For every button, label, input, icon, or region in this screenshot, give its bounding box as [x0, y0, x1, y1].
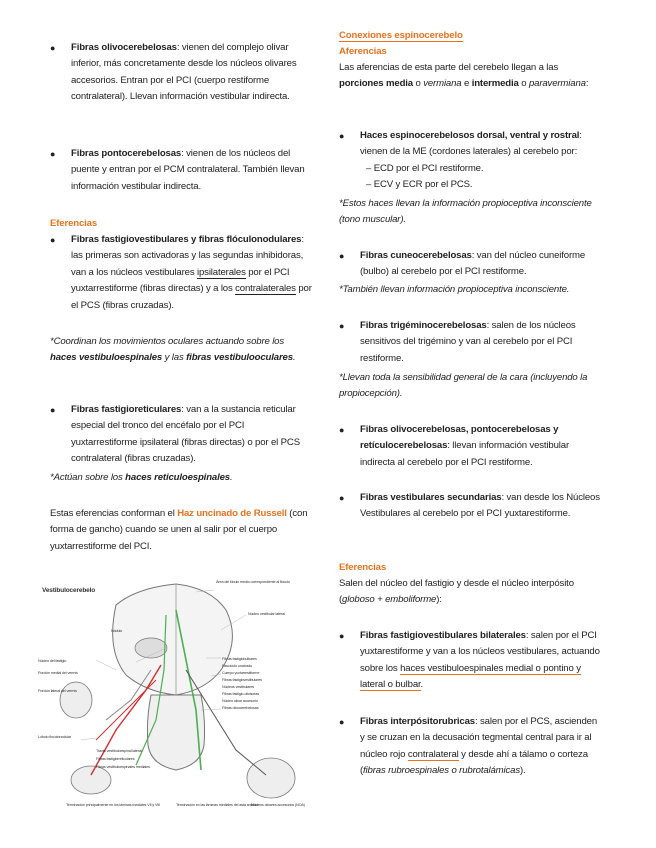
- spinal-section-bottom: [71, 766, 111, 794]
- bullet-icon: ●: [339, 131, 345, 141]
- label-vestibuloespinales-mediales: Fibras vestibuloespinales mediales: [96, 765, 150, 769]
- label-nodulo: Nódulo: [111, 629, 123, 633]
- bullet-icon: ●: [339, 425, 345, 435]
- label-fastigiobulbares: Fibras fastigiobulbares: [222, 657, 257, 661]
- list-item-pontocerebelosas: ● Fibras pontocerebelosas: vienen de los núcleos del puente y entran por el PCM contralateral. También llevan información vestibular indirecta.: [50, 148, 305, 192]
- list-item-olivocerebelosas: ● Fibras olivocerebelosas: vienen del complejo olivar inferior, más concretamente desde los núcleos olivares accesorios. Entran por el PCI (cuerpo restiforme contralateral). Llevan información vestibular indirecta.: [50, 42, 297, 103]
- label-nucleo-fastigio: Núcleo del fastigio: [38, 659, 67, 663]
- sublist-item: – ECV y ECR por el PCS.: [366, 179, 473, 191]
- bullet-icon: ●: [339, 717, 345, 727]
- list-item-fastigiovestibulares: ● Fibras fastigiovestibulares y fibras flóculonodulares: las primeras son activadoras y las segundas inhibidoras, van a los núcleos vestibulares ipsilaterales por el PCI yuxtarrestiforme (fibras directas) y a los contralaterales por el PCS (fibras cruzadas).: [50, 234, 312, 311]
- bullet-icon: ●: [339, 631, 345, 641]
- paragraph-haz-uncinado: Estas eferencias conforman el Haz uncinado de Russell (con forma de gancho) cuando se unen al salir por el cuerpo yuxtarrestiforme del PCI.: [50, 508, 308, 552]
- cerebellum-outline: [113, 584, 233, 695]
- bullet-icon: ●: [339, 321, 345, 331]
- spinal-section-left: [60, 682, 92, 718]
- label-nucleos-vestibulares: Núcleos vestibulares: [222, 685, 255, 689]
- label-fastigiovestibulares: Fibras fastigiovestibulares: [222, 678, 262, 682]
- label-terminacion-laminas: Terminación principalmente en los láminas mediales VII y VIII: [66, 803, 161, 807]
- figure-title: Vestibulocerebelo: [42, 587, 96, 594]
- bullet-icon: ●: [50, 149, 56, 159]
- list-item-fastigioreticulares: ● Fibras fastigioreticulares: van a la sustancia reticular especial del tronco del encéfalo por el PCI yuxtarrestiforme ipsilateral (fibras directas) o por el PCS contralateral (fibras cruzadas).: [50, 404, 300, 465]
- label-vermis-medial: Porción medial del vermis: [38, 671, 78, 675]
- list-item-cuneocerebelosas: ● Fibras cuneocerebelosas: van del núcleo cuneiforme (bulbo) al cerebelo por el PCI restiforme.: [339, 250, 586, 278]
- label-terminacion-asta: Terminación en las láminas mediales del asta anterior: [176, 803, 259, 807]
- list-item-interpositorubricas: ● Fibras interpósitorubricas: salen por el PCS, ascienden y se cruzan en la decusación tegmental central para ir al núcleo rojo contralateral y desde ahí a tálamo o corteza (fibras rubroespinales o rubrotalámicas).: [339, 716, 598, 777]
- label-yuxtarrestiforme: Cuerpo yuxtarrestiforme: [222, 671, 260, 675]
- list-item-trigeminocerebelosas: ● Fibras trigéminocerebelosas: salen de los núcleos sensitivos del trigémino y van al cerebelo por el PCI restiforme.: [339, 320, 576, 364]
- sublist-item: – ECD por el PCI restiforme.: [366, 162, 484, 174]
- note-coordinan: *Coordinan los movimientos oculares actuando sobre los haces vestibuloespinales y las fibras vestibulooculares.: [50, 336, 296, 364]
- list-item-espinocerebelosos: ● Haces espinocerebelosos dorsal, ventral y rostral: vienen de la ME (cordones laterales) al cerebelo por: – ECD por el PCI restiforme. – ECV y ECR por el PCS.: [339, 128, 601, 194]
- bullet-icon: ●: [50, 235, 56, 245]
- spinal-section-right: [247, 758, 295, 798]
- label-noa: Núcleos olivares accesorios (NOA): [251, 803, 305, 807]
- label-tracto-vestibuloespinal: Tracto vestíbuloespinal lateral: [96, 749, 142, 753]
- list-item-vestibulares-secundarias: ● Fibras vestibulares secundarias: van desde los Núcleos Vestibulares al cerebelo por el PCI yuxtarestiforme.: [339, 492, 600, 520]
- label-olivar-accesorio: Núcleo olivar accesorio: [222, 699, 258, 703]
- note-tambien: *También llevan información propioceptiva inconsciente.: [339, 284, 570, 295]
- paragraph-aferencias: Las aferencias de esta parte del cerebelo llegan a las porciones media o vermiana e intermedia o paravermiana:: [339, 62, 589, 90]
- label-area-flocculus: Área del lóbulo medio correspondiente al flóculo: [216, 580, 290, 584]
- bullet-icon: ●: [339, 493, 345, 503]
- label-vermis-lateral: Porción lateral del vermis: [38, 689, 77, 693]
- note-actuan: *Actúan sobre los haces reticuloespinales.: [50, 472, 233, 483]
- label-nucleo-vestibular-lateral: Núcleo vestibular lateral: [248, 612, 285, 616]
- list-item-fastigiovestibulares-bilaterales: ● Fibras fastigiovestibulares bilaterales: salen por el PCI yuxtarestiforme y van a los núcleos vestibulares, actuando sobre los haces vestibuloespinales medial o pontino y lateral o bulbar.: [339, 630, 600, 691]
- section-heading-aferencias: Aferencias: [339, 46, 387, 57]
- label-olivocerebelosas: Fibras olivocerebelosas: [222, 706, 259, 710]
- bullet-icon: ●: [339, 251, 345, 261]
- label-fasciculo-uncinado: Fascículo uncinado: [222, 664, 253, 668]
- paragraph-eferencias: Salen del núcleo del fastigio y desde el núcleo interpósito (globoso + emboliforme):: [339, 578, 574, 606]
- note-sensibilidad: *Llevan toda la sensibilidad general de la cara (incluyendo la propiocepción).: [339, 372, 588, 400]
- list-item-olivo-ponto-reticulo: ● Fibras olivocerebelosas, pontocerebelosas y retículocerebelosas: llevan información vestibular indirecta al cerebelo por el PCI restiforme.: [339, 424, 570, 468]
- bullet-icon: ●: [50, 405, 56, 415]
- label-lobulo-floculonodular: Lóbulo floculonodular: [38, 735, 71, 739]
- label-fastigio-olivaceas: Fibras fastigio-oliváceas: [222, 692, 259, 696]
- sublist: [360, 161, 601, 194]
- vestibulocerebelo-figure: [36, 570, 316, 822]
- note-propioceptiva: *Estos haces llevan la información propioceptiva inconsciente (tono muscular).: [339, 198, 592, 226]
- label-fastigiorreticulares: Fibras fastigiorreticulares: [96, 757, 135, 761]
- section-heading-conexiones: Conexiones espinocerebelo: [339, 30, 463, 41]
- section-heading-eferencias: Eferencias: [50, 218, 98, 229]
- section-heading-eferencias-right: Eferencias: [339, 562, 387, 573]
- bullet-icon: ●: [50, 43, 56, 53]
